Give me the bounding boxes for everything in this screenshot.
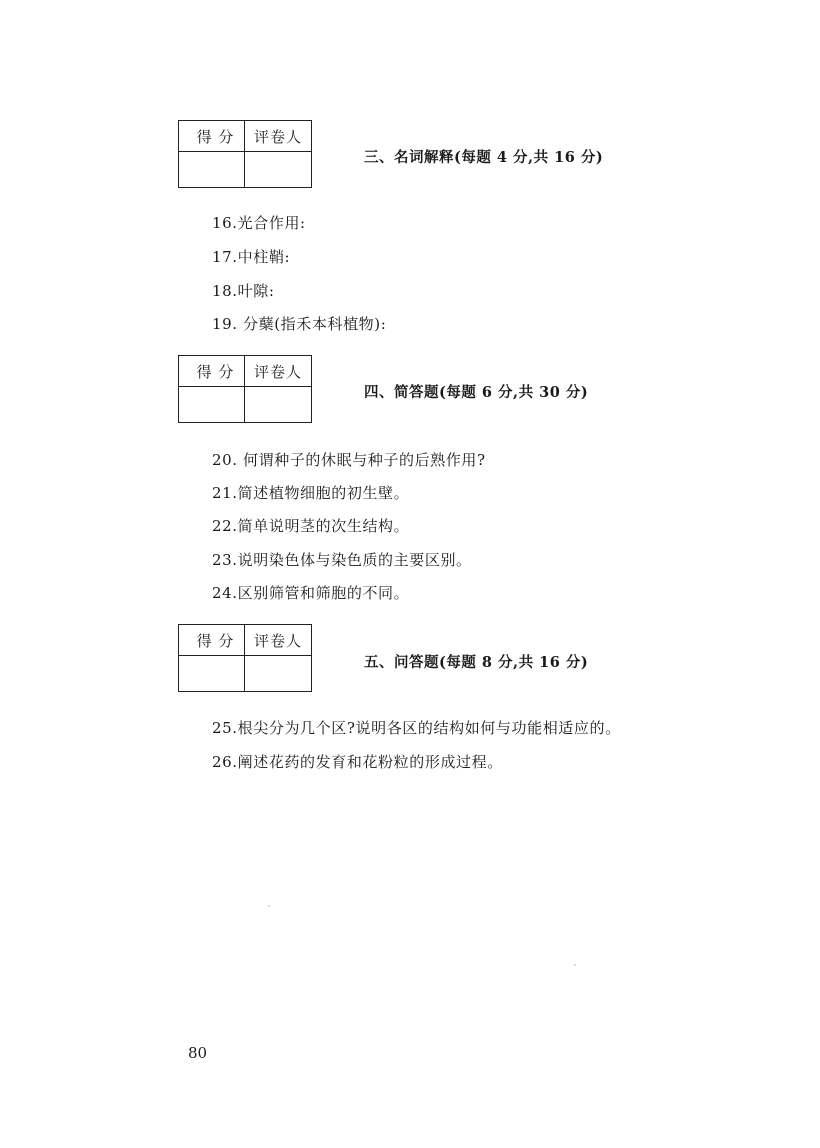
score-cell[interactable] — [179, 387, 245, 422]
score-label: 得 分 — [179, 121, 245, 152]
question-22: 22.简单说明茎的次生结构。 — [212, 517, 410, 535]
section-title-5: 五、问答题(每题 8 分,共 16 分) — [364, 654, 589, 671]
section-title-3: 三、名词解释(每题 4 分,共 16 分) — [364, 149, 604, 166]
score-table-section-3 — [178, 120, 312, 188]
question-18: 18.叶隙: — [212, 282, 275, 300]
question-21: 21.简述植物细胞的初生壁。 — [212, 484, 410, 502]
grader-label: 评卷人 — [245, 356, 311, 387]
grader-label: 评卷人 — [245, 121, 311, 152]
grader-cell[interactable] — [245, 387, 311, 422]
grader-label: 评卷人 — [245, 625, 311, 656]
grader-cell[interactable] — [245, 656, 311, 691]
question-25: 25.根尖分为几个区?说明各区的结构如何与功能相适应的。 — [212, 719, 621, 737]
question-16: 16.光合作用: — [212, 214, 306, 232]
score-label: 得 分 — [179, 625, 245, 656]
scan-speck — [268, 905, 270, 907]
score-table-section-4 — [178, 355, 312, 423]
question-20: 20. 何谓种子的休眠与种子的后熟作用? — [212, 451, 486, 469]
question-17: 17.中柱鞘: — [212, 248, 291, 266]
scan-speck — [574, 964, 576, 966]
question-19: 19. 分蘖(指禾本科植物): — [212, 315, 387, 333]
question-26: 26.阐述花药的发育和花粉粒的形成过程。 — [212, 753, 503, 771]
page-number: 80 — [188, 1044, 208, 1062]
score-cell[interactable] — [179, 152, 245, 187]
score-table-section-5 — [178, 624, 312, 692]
score-label: 得 分 — [179, 356, 245, 387]
question-23: 23.说明染色体与染色质的主要区别。 — [212, 551, 472, 569]
section-title-4: 四、简答题(每题 6 分,共 30 分) — [364, 384, 589, 401]
grader-cell[interactable] — [245, 152, 311, 187]
score-cell[interactable] — [179, 656, 245, 691]
question-24: 24.区别筛管和筛胞的不同。 — [212, 584, 410, 602]
